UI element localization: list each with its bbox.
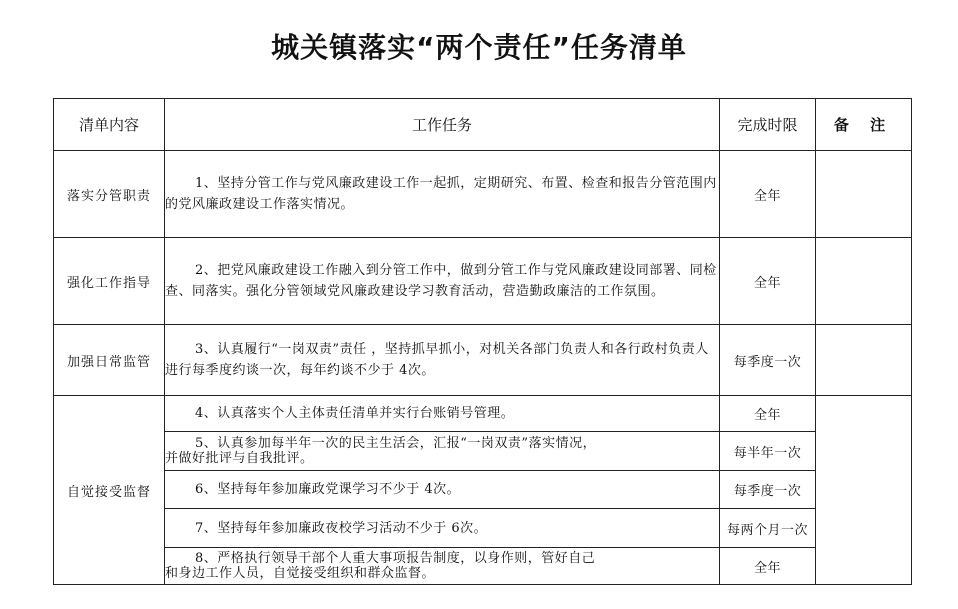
table-row: [54, 548, 912, 585]
row-task: [165, 151, 720, 238]
row-task: [165, 509, 720, 548]
table-row: [54, 509, 912, 548]
row-category: 加强日常监管: [54, 325, 165, 396]
row-task: [165, 471, 720, 509]
header-remark: 备 注: [816, 99, 912, 151]
table-row: [54, 432, 912, 471]
task-text-continued: 和身边工作人员，自觉接受组织和群众监督。: [165, 566, 436, 581]
row-task: [165, 548, 720, 585]
task-text: 7、坚持每年参加廉政夜校学习活动不少于 6次。: [195, 520, 488, 536]
row-task: [165, 432, 720, 471]
header-deadline: 完成时限: [720, 99, 816, 151]
row-deadline: 每季度一次: [720, 471, 816, 509]
table-row: [54, 396, 912, 432]
row-deadline: 全年: [720, 396, 816, 432]
row-task: [165, 396, 720, 432]
row-remark: [816, 396, 912, 585]
row-remark: [816, 238, 912, 325]
row-task: [165, 325, 720, 396]
task-text: 1、坚持分管工作与党风廉政建设工作一起抓，定期研究、布置、检查和报告分管范围内的党风廉政建设工作落实情况。: [165, 176, 717, 212]
row-category: 落实分管职责: [54, 151, 165, 238]
row-deadline: 每季度一次: [720, 325, 816, 396]
row-deadline: 全年: [720, 151, 816, 238]
row-deadline: 每半年一次: [720, 432, 816, 471]
page-title: 城关镇落实“两个责任”任务清单: [271, 31, 687, 64]
table-row: [54, 238, 912, 325]
task-text: 2、把党风廉政建设工作融入到分管工作中，做到分管工作与党风廉政建设同部署、同检查、同落实。强化分管领域党风廉政建设学习教育活动，营造勤政廉洁的工作氛围。: [165, 263, 717, 299]
header-category: 清单内容: [54, 99, 165, 151]
task-text: 5、认真参加每半年一次的民主生活会，汇报“一岗双责”落实情况，: [195, 436, 597, 451]
task-text: 6、坚持每年参加廉政党课学习不少于 4次。: [195, 482, 461, 497]
row-remark: [816, 151, 912, 238]
row-task: [165, 238, 720, 325]
row-deadline: 全年: [720, 238, 816, 325]
header-task: 工作任务: [165, 99, 720, 151]
row-deadline: 每两个月一次: [720, 509, 816, 548]
task-text: 8、严格执行领导干部个人重大事项报告制度，以身作则，管好自己: [195, 551, 596, 566]
task-text-continued: 并做好批评与自我批评。: [165, 451, 314, 466]
row-deadline: 全年: [720, 548, 816, 585]
table-row: [54, 325, 912, 396]
table-row: [54, 151, 912, 238]
row-category: 自觉接受监督: [54, 396, 165, 585]
task-list-table: [53, 98, 912, 585]
task-text: 4、认真落实个人主体责任清单并实行台账销号管理。: [195, 406, 515, 421]
table-row: [54, 471, 912, 509]
header-row: [54, 99, 912, 151]
row-remark: [816, 325, 912, 396]
row-category: 强化工作指导: [54, 238, 165, 325]
task-text: 3、认真履行“一岗双责”责任 ，坚持抓早抓小，对机关各部门负责人和各行政村负责人进行每季度约谈一次，每年约谈不少于 4次。: [165, 342, 709, 378]
